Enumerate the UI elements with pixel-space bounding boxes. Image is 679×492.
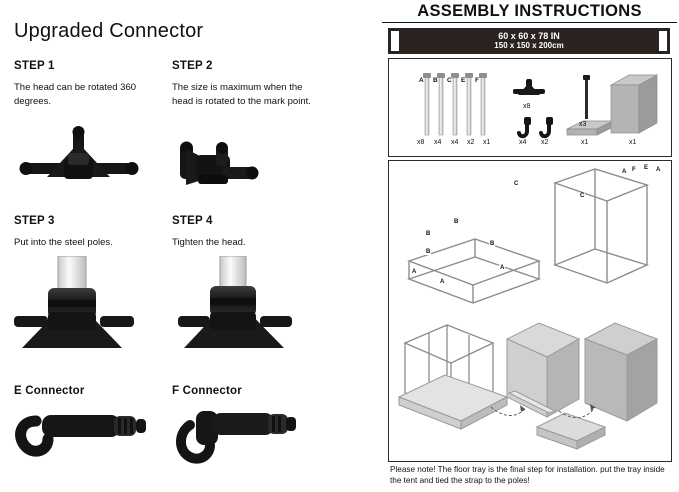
part-qty-a: x8: [417, 139, 425, 146]
frame-tag-c-1: C: [514, 181, 519, 187]
banner-left-edge: [391, 31, 399, 51]
title-divider: [382, 22, 677, 23]
connector-f: [172, 385, 322, 469]
part-qty-f: x1: [483, 139, 491, 146]
part-label-b: B: [433, 77, 438, 84]
step-3-title: STEP 3: [14, 215, 55, 227]
size-centimeters: 150 x 150 x 200cm: [494, 41, 564, 50]
part-label-e: E: [461, 77, 466, 84]
frame-tag-a-3: A: [412, 269, 417, 275]
frame-tag-f-1: F: [632, 167, 636, 173]
frame-tag-a-5: A: [500, 265, 505, 271]
assembly-instructions-title: ASSEMBLY INSTRUCTIONS: [417, 2, 642, 20]
part-label-a: A: [419, 77, 424, 84]
connector-f-title: F Connector: [172, 385, 242, 397]
step-3-description: Put into the steel poles.: [14, 237, 113, 248]
connector-f-illustration: [172, 407, 322, 469]
connector-e-title: E Connector: [14, 385, 85, 397]
connector-e-illustration: [14, 407, 164, 469]
frame-tag-a-2: A: [656, 167, 661, 173]
size-inches: 60 x 60 x 78 IN: [498, 31, 560, 41]
part-qty-b: x4: [434, 139, 442, 146]
part-qty-cover: x1: [629, 139, 637, 146]
step-1-title: STEP 1: [14, 60, 55, 72]
part-qty-c: x4: [451, 139, 459, 146]
size-banner: [388, 28, 670, 54]
left-panel-title: Upgraded Connector: [14, 20, 204, 42]
step-4-title: STEP 4: [172, 215, 213, 227]
step-2: [172, 60, 322, 201]
step-1-illustration: [14, 115, 164, 201]
part-label-f: F: [475, 77, 479, 84]
floor-tray-note: Please note! The floor tray is the final step for installation. put the tray inside the tent and tied the strap to the poles!: [390, 465, 665, 486]
part-qty-hook-large: x4: [519, 139, 527, 146]
frame-tag-a-1: A: [622, 169, 627, 175]
frame-assembly-illustration: [389, 161, 669, 459]
frame-tag-b-2: B: [454, 219, 459, 225]
step-3: [14, 215, 164, 342]
step-2-description: The size is maximum when the head is rotated to the mark point.: [172, 82, 311, 107]
right-panel: [380, 0, 679, 492]
step-4: [172, 215, 322, 342]
banner-right-edge: [659, 31, 667, 51]
part-qty-strap: x3: [579, 121, 587, 128]
step-3-illustration: [14, 256, 164, 342]
step-4-description: Tighten the head.: [172, 237, 246, 248]
frame-assembly-panel: [388, 160, 672, 462]
part-qty-tray: x1: [581, 139, 589, 146]
connector-e: [14, 385, 164, 469]
frame-tag-b-4: B: [490, 241, 495, 247]
frame-tag-b-3: B: [426, 249, 431, 255]
step-2-illustration: [172, 115, 322, 201]
step-2-title: STEP 2: [172, 60, 213, 72]
part-qty-connector: x8: [523, 103, 531, 110]
frame-tag-b-1: B: [426, 231, 431, 237]
frame-tag-a-4: A: [440, 279, 445, 285]
part-label-c: C: [447, 77, 452, 84]
parts-list-panel: [388, 58, 672, 157]
step-1-description: The head can be rotated 360 degrees.: [14, 82, 137, 107]
part-qty-hook-small: x2: [541, 139, 549, 146]
part-qty-e: x2: [467, 139, 475, 146]
frame-tag-c-2: C: [580, 193, 585, 199]
step-4-illustration: [172, 256, 322, 342]
frame-tag-e-1: E: [644, 165, 649, 171]
step-1: [14, 60, 164, 201]
